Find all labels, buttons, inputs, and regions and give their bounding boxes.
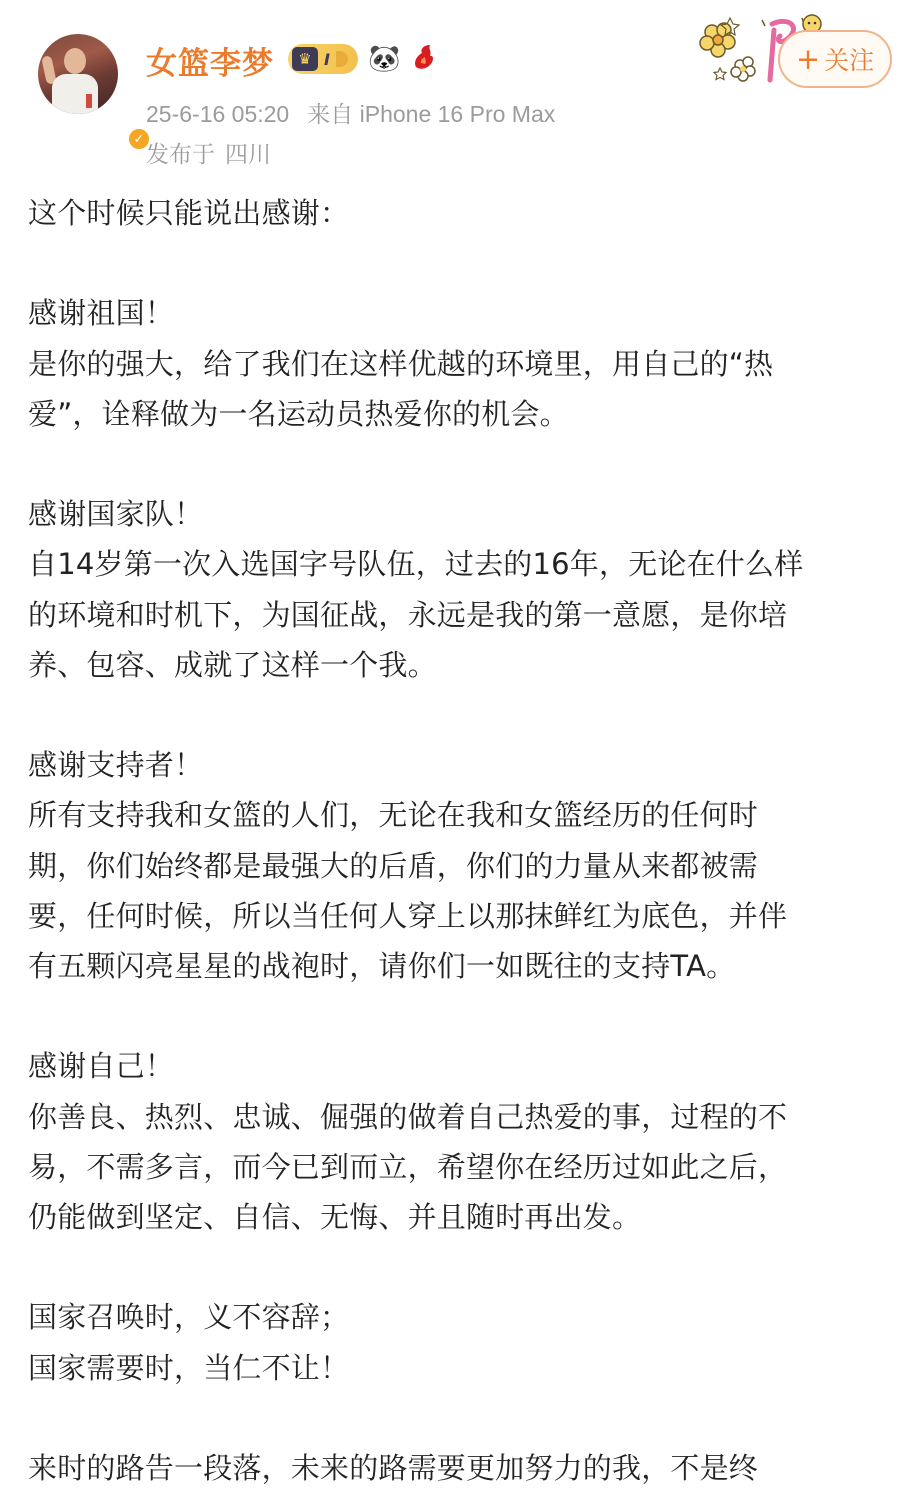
post-line: 所有支持我和女篮的人们，无论在我和女篮经历的任何时 xyxy=(28,798,759,833)
panda-icon[interactable]: 🐼 xyxy=(367,44,401,74)
member-level-badge[interactable] xyxy=(288,44,358,74)
post-source: 来自 iPhone 16 Pro Max xyxy=(307,101,556,127)
location-value: 四川 xyxy=(225,142,271,168)
crown-icon: ♛ xyxy=(292,47,318,71)
verified-icon: ✓ xyxy=(126,126,152,152)
post-line: 期，你们始终都是最强大的后盾，你们的力量从来都被需 xyxy=(28,848,759,883)
post-line: 要，任何时候，所以当任何人穿上以那抹鲜红为底色，并伴 xyxy=(28,898,788,933)
post-line: 养、包容、成就了这样一个我。 xyxy=(28,647,437,682)
post-line: 感谢自己！ xyxy=(28,1049,175,1084)
level-label: I xyxy=(324,49,330,69)
post-body xyxy=(28,188,900,1493)
post-location xyxy=(146,136,271,169)
post-line: 爱”，诠释做为一名运动员热爱你的机会。 xyxy=(28,396,569,431)
flame-badge-icon[interactable] xyxy=(410,43,436,76)
post-line: 国家需要时，当仁不让！ xyxy=(28,1350,350,1385)
post-line: 感谢支持者！ xyxy=(28,748,204,783)
location-label: 发布于 xyxy=(146,142,215,168)
avatar-photo xyxy=(38,34,118,114)
post-line: 自14岁第一次入选国字号队伍，过去的16年，无论在什么样 xyxy=(28,547,804,582)
post-line: 国家召唤时，义不容辞； xyxy=(28,1300,350,1335)
post-meta xyxy=(146,96,555,129)
post-line: 仍能做到坚定、自信、无悔、并且随时再出发。 xyxy=(28,1200,642,1234)
post-timestamp: 25-6-16 05:20 xyxy=(146,101,290,127)
follow-button[interactable] xyxy=(778,30,892,88)
post-line: 感谢国家队！ xyxy=(28,497,204,532)
post-line: 易，不需多言，而今已到而立，希望你在经历过如此之后， xyxy=(28,1149,788,1184)
user-badges xyxy=(288,42,436,76)
avatar[interactable] xyxy=(38,34,145,147)
post-line: 感谢祖国！ xyxy=(28,296,175,331)
post-line: 来时的路告一段落，未来的路需要更加努力的我，不是终 xyxy=(28,1450,759,1485)
follow-label: 关注 xyxy=(824,46,875,75)
post-line: 你善良、热烈、忠诚、倔强的做着自己热爱的事，过程的不 xyxy=(28,1099,788,1134)
post-line: 是你的强大，给了我们在这样优越的环境里，用自己的“热 xyxy=(28,346,774,381)
username[interactable]: 女篮李梦 xyxy=(146,46,274,82)
post-line: 这个时候只能说出感谢： xyxy=(28,196,350,230)
plus-icon: + xyxy=(795,41,821,76)
post-line: 有五颗闪亮星星的战袍时，请你们一如既往的支持TA。 xyxy=(28,949,736,983)
post-line: 的环境和时机下，为国征战，永远是我的第一意愿，是你培 xyxy=(28,597,788,632)
